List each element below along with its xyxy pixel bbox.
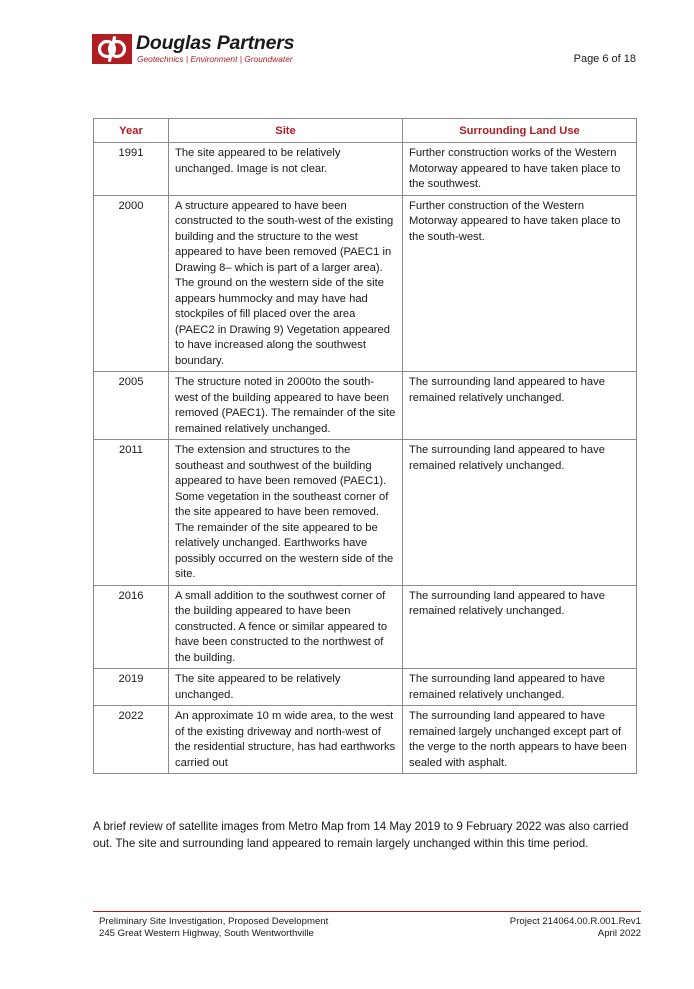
footer-project-reference	[510, 916, 641, 940]
header-site: Site	[169, 119, 403, 143]
year-cell: 1991	[94, 143, 169, 196]
header-surrounding-land-use: Surrounding Land Use	[403, 119, 637, 143]
company-tagline: Geotechnics | Environment | Groundwater	[137, 54, 293, 64]
year-cell: 2016	[94, 585, 169, 669]
footer-project-number: Project 214064.00.R.001.Rev1	[509, 916, 641, 927]
table-row	[94, 195, 637, 372]
site-cell: The structure noted in 2000to the south-west of the building appeared to have been removed (PAEC1). The remainder of the site remained relatively unchanged.	[169, 372, 403, 440]
year-cell: 2011	[94, 440, 169, 586]
footer-project-description	[99, 916, 328, 940]
site-cell: A small addition to the southwest corner of the building appeared to have been constructed. A fence or similar appeared to have been constructed to the northwest of the building.	[169, 585, 403, 669]
year-cell: 2005	[94, 372, 169, 440]
land-use-cell: The surrounding land appeared to have remained relatively unchanged.	[403, 372, 637, 440]
table-row	[94, 706, 637, 774]
land-use-cell: Further construction of the Western Motorway appeared to have taken place to the south-west.	[403, 195, 637, 372]
land-use-cell: The surrounding land appeared to have remained relatively unchanged.	[403, 669, 637, 706]
table-row	[94, 143, 637, 196]
year-cell: 2000	[94, 195, 169, 372]
site-cell: An approximate 10 m wide area, to the west of the existing driveway and north-west of the residential structure, has had earthworks carried out	[169, 706, 403, 774]
site-cell: The site appeared to be relatively unchanged.	[169, 669, 403, 706]
year-cell: 2022	[94, 706, 169, 774]
land-use-cell: The surrounding land appeared to have remained largely unchanged except part of the verge to the north appears to have been sealed with asphalt.	[403, 706, 637, 774]
footer-address: 245 Great Western Highway, South Wentworthville	[99, 928, 314, 940]
footer-date: April 2022	[597, 928, 641, 940]
company-logo	[92, 34, 322, 68]
table-row	[94, 585, 637, 669]
year-cell: 2019	[94, 669, 169, 706]
page-number: Page 6 of 18	[573, 53, 636, 65]
footer-divider	[93, 911, 641, 912]
douglas-partners-logo-icon	[92, 34, 132, 64]
land-use-cell: The surrounding land appeared to have remained relatively unchanged.	[403, 585, 637, 669]
header-year: Year	[94, 119, 169, 143]
company-name: Douglas Partners	[136, 32, 295, 54]
table-row	[94, 440, 637, 586]
site-history-table	[93, 118, 637, 774]
site-cell: The site appeared to be relatively unchanged. Image is not clear.	[169, 143, 403, 196]
satellite-review-paragraph: A brief review of satellite images from Metro Map from 14 May 2019 to 9 February 2022 was also carried out. The site and surrounding land appeared to remain largely unchanged within this time period.	[93, 820, 629, 850]
site-cell: The extension and structures to the southeast and southwest of the building appeared to have been removed (PAEC1). Some vegetation in the southeast corner of the site appeared to have been removed. The remainder of the site appeared to be relatively unchanged. Earthworks have possibly occurred on the western side of the site.	[169, 440, 403, 586]
land-use-cell: Further construction works of the Western Motorway appeared to have taken place to the southwest.	[403, 143, 637, 196]
footer-title: Preliminary Site Investigation, Proposed Development	[99, 916, 329, 927]
table-row	[94, 372, 637, 440]
land-use-cell: The surrounding land appeared to have remained relatively unchanged.	[403, 440, 637, 586]
table-header-row	[94, 119, 637, 143]
site-cell: A structure appeared to have been constructed to the south-west of the existing building and the structure to the west appeared to have been removed (PAEC1 in Drawing 8– which is part of a larger area). The ground on the western side of the site appears hummocky and may have had stockpiles of fill placed over the area (PAEC2 in Drawing 9) Vegetation appeared to have increased along the southwest boundary.	[169, 195, 403, 372]
table-row	[94, 669, 637, 706]
